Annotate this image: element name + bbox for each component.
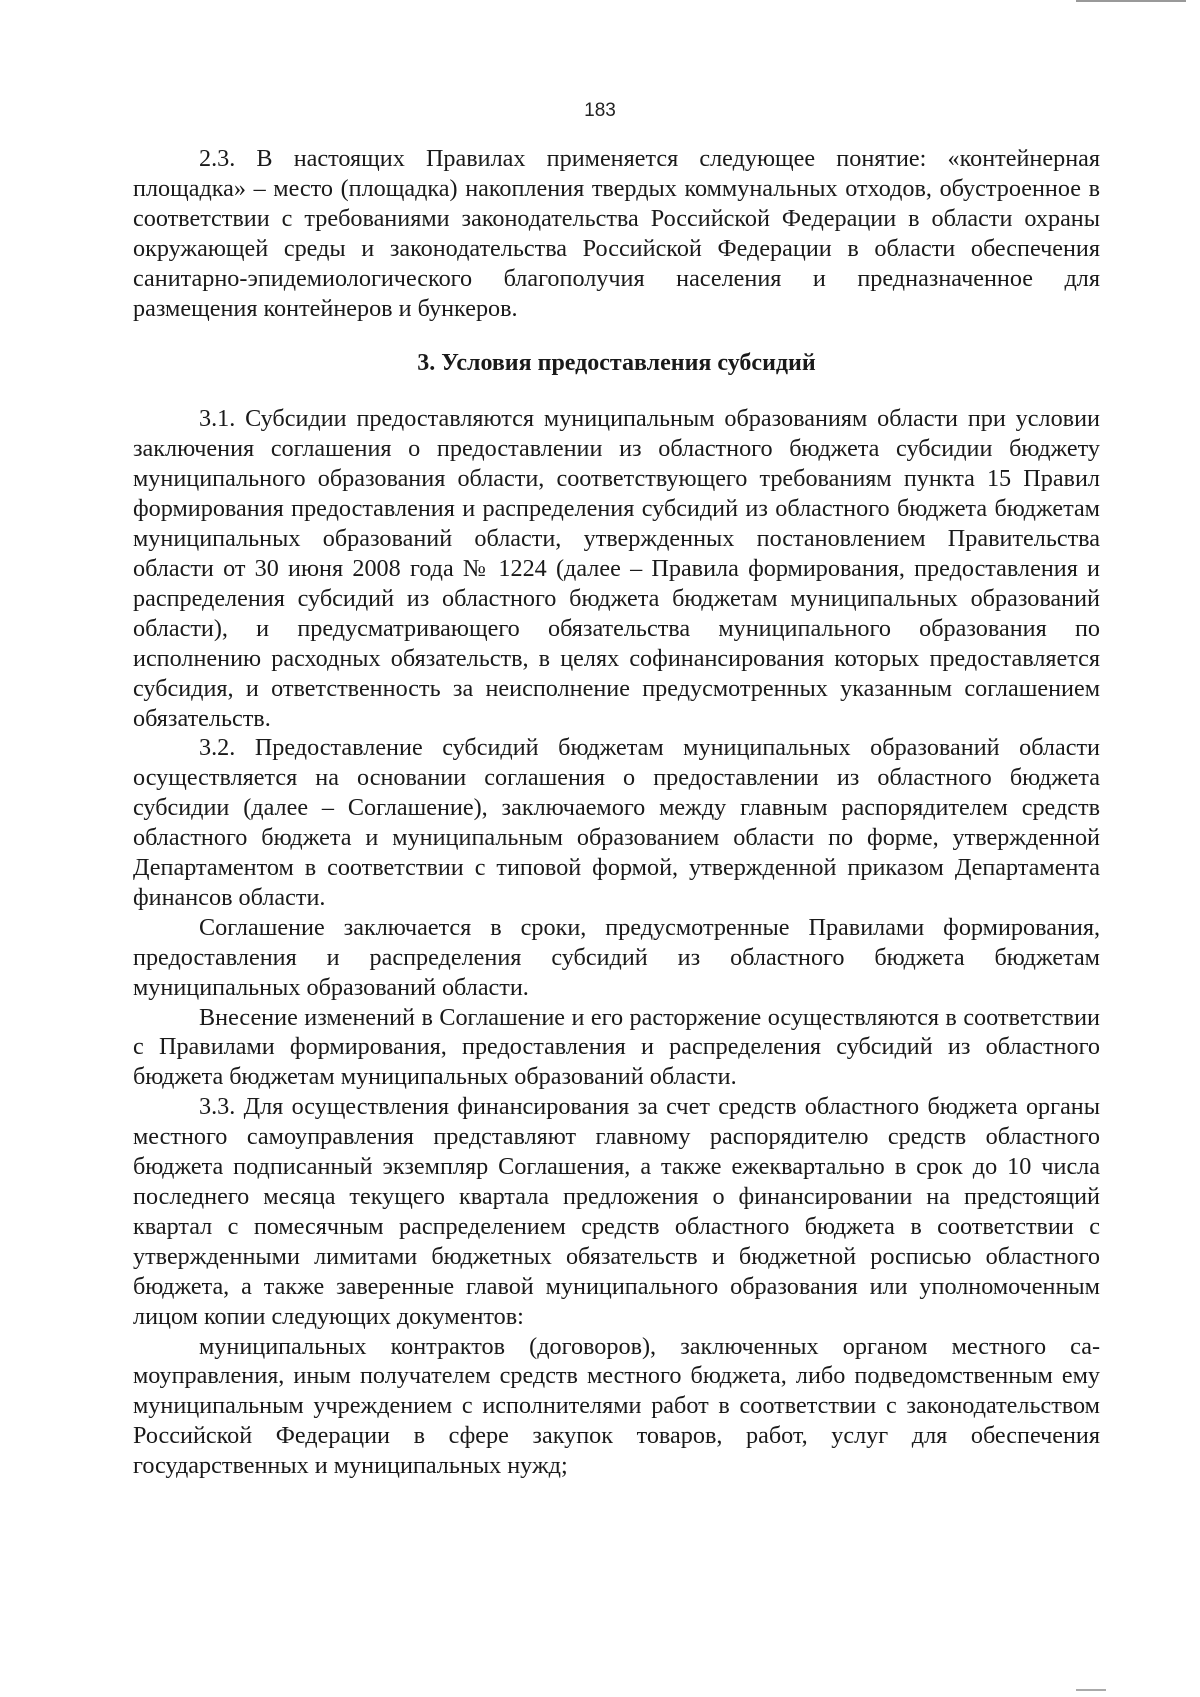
- paragraph-3-3: 3.3. Для осуществления финансирования за счет средств областного бюджета органы местного самоуправления представляют главному распорядителю средств областного бюджета подписанный экземпляр Соглашения, а также ежеквартально в срок до 10 числа последнего месяца текущего квартала предложения о финансировании на предстоящий квартал с помесячным распределением средств областного бюджета в соответствии с утвержденными лимитами бюджетных обязательств и бюджетной росписью областного бюджета, а также заверенные главой муниципального образования или уполномоченным лицом копии следующих документов:: [133, 1093, 1100, 1330]
- paragraph-3-1: 3.1. Субсидии предоставляются муниципальным образованиям области при условии заключения соглашения о предоставлении из областного бюджета субсидии бюджету муниципального образования области, соответствующего требованиям пункта 15 Правил формирования предоставления и распределения субсидий из областного бюджета бюджетам муниципальных образований области, утвержденных постановлением Правительства области от 30 июня 2008 года № 1224 (далее – Правила формирования, предоставления и распределения субсидий из областного бюджета бюджетам муниципальных образований области), и предусматривающего обязательства муниципального образования по исполнению расходных обязательств, в целях софинансирования которых предоставляется субсидия, и ответственность за неисполнение предусмотренных указанным соглашением обязательств.: [133, 405, 1100, 732]
- paragraph-2-3: 2.3. В настоящих Правилах применяется следующее понятие: «контейнерная площадка» – место (площадка) накопления твердых коммунальных отходов, обустроенное в соответствии с требованиями законодательства Российской Федерации в области охраны окружающей среды и законодательства Российской Федерации в области обеспечения санитарно-эпидемиологического благополучия населения и предназначенное для размещения контейнеров и бункеров.: [133, 145, 1100, 322]
- paragraph-agreement-terms: Соглашение заключается в сроки, предусмотренные Правилами формирования, предоставления и распределения субсидий из областного бюджета бюджетам муниципальных образований области.: [133, 913, 1100, 1001]
- paragraph-contracts: муниципальных контрактов (договоров), заключенных органом местного самоуправления, иным получателем средств местного бюджета, либо подведомственным ему муниципальным учреждением с исполнителями работ в соответствии с законодательством Российской Федерации в сфере закупок товаров, работ, услуг для обеспечения государственных и муниципальных нужд;: [133, 1332, 1100, 1480]
- scan-edge-mark-top: [1076, 0, 1186, 10]
- section-heading: 3. Условия предоставления субсидий: [417, 350, 816, 377]
- page-number: 183: [584, 100, 616, 121]
- document-body: [133, 144, 1100, 1481]
- paragraph-3-2: 3.2. Предоставление субсидий бюджетам муниципальных образований области осуществляется на основании соглашения о предоставлении из областного бюджета субсидии (далее – Соглашение), заключаемого между главным распорядителем средств областного бюджета и муниципальным образованием области по форме, утвержденной Департаментом в соответствии с типовой формой, утвержденной приказом Департамента финансов области.: [133, 734, 1100, 911]
- scan-edge-mark-bottom: [1076, 1683, 1106, 1691]
- paragraph-agreement-changes: Внесение изменений в Соглашение и его расторжение осуществляются в соответствии с Правилами формирования, предоставления и распределения субсидий из областного бюджета бюджетам муниципальных образований области.: [133, 1003, 1100, 1091]
